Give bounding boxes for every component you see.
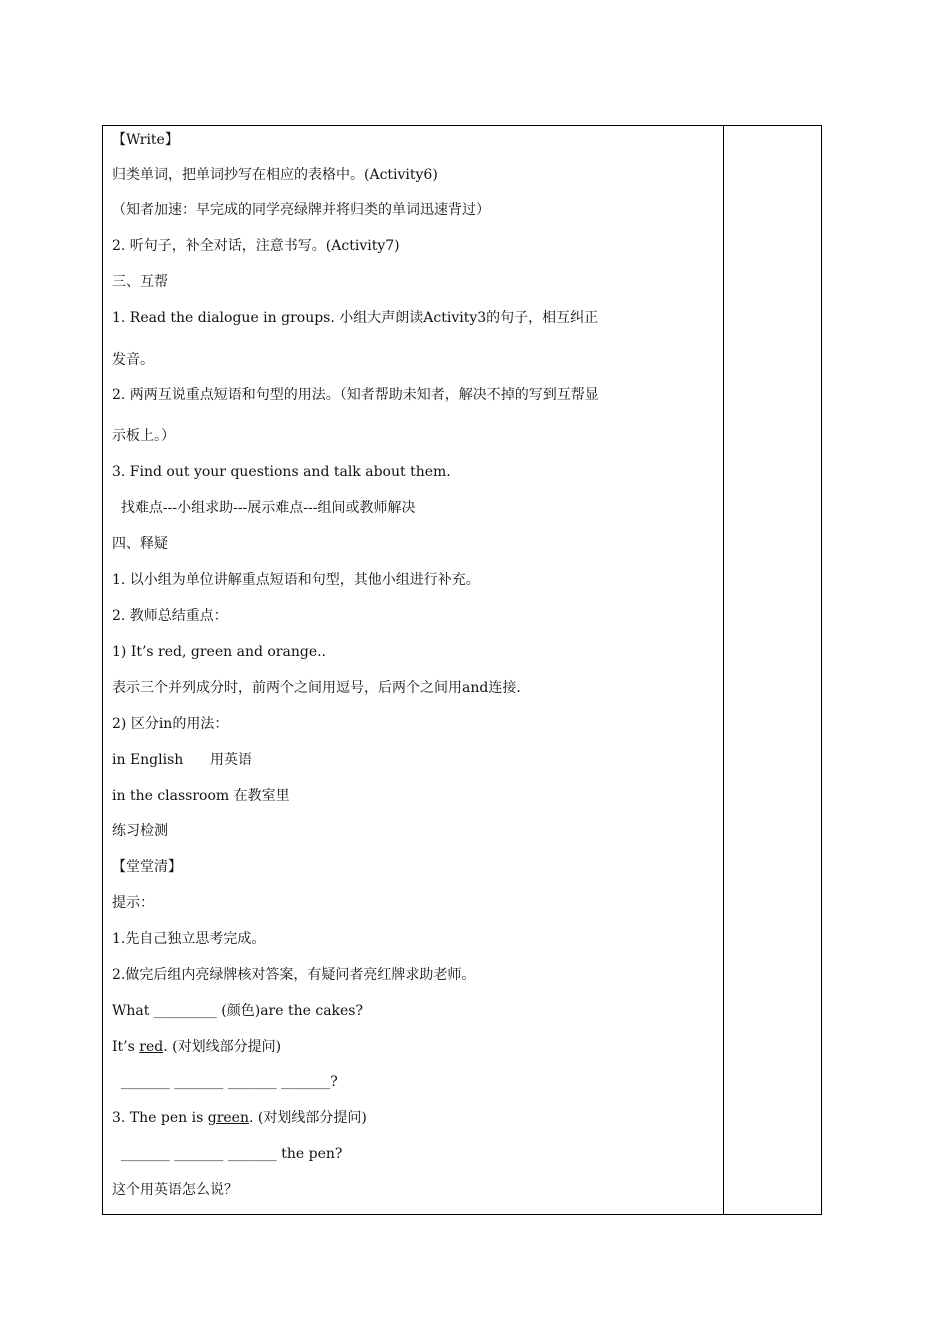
text-line: 归类单词，把单词抄写在相应的表格中。(Activity6) bbox=[112, 167, 438, 183]
text-line: in English 用英语 bbox=[112, 752, 252, 768]
exercise-line: What _________ (颜色)are the cakes? bbox=[112, 1003, 364, 1019]
text-line: （知者加速：早完成的同学亮绿牌并将归类的单词迅速背过） bbox=[112, 202, 490, 218]
text-line: 1) It’s red, green and orange.. bbox=[112, 644, 326, 660]
text-line: 2. 听句子，补全对话，注意书写。(Activity7) bbox=[112, 238, 400, 254]
answer-blanks: _______ _______ _______ the pen? bbox=[112, 1146, 343, 1162]
exercise-text: It’s bbox=[112, 1039, 140, 1055]
section-heading: 四、释疑 bbox=[112, 536, 168, 552]
text-line: 表示三个并列成分时，前两个之间用逗号，后两个之间用and连接. bbox=[112, 680, 521, 696]
section-write-heading: 【Write】 bbox=[112, 132, 179, 148]
text-line: 2. 教师总结重点： bbox=[112, 608, 228, 624]
section-heading: 三、互帮 bbox=[112, 274, 168, 290]
exercise-text: 3. The pen is bbox=[112, 1110, 208, 1126]
text-line: in the classroom 在教室里 bbox=[112, 788, 290, 804]
text-line: 2.做完后组内亮绿牌核对答案，有疑问者亮红牌求助老师。 bbox=[112, 967, 476, 983]
underlined-word: red bbox=[139, 1039, 164, 1055]
content-table bbox=[102, 125, 822, 1215]
exercise-text: . (对划线部分提问) bbox=[163, 1039, 282, 1055]
exercise-line bbox=[112, 1037, 281, 1057]
column-divider bbox=[723, 126, 724, 1214]
section-heading: 【堂堂清】 bbox=[112, 859, 182, 875]
text-line: 找难点---小组求助---展示难点---组间或教师解决 bbox=[112, 500, 416, 516]
text-line: 发音。 bbox=[112, 352, 154, 368]
text-line: 示板上。） bbox=[112, 428, 175, 444]
text-line: 2. 两两互说重点短语和句型的用法。（知者帮助未知者，解决不掉的写到互帮显 bbox=[112, 387, 599, 403]
text-line: 1.先自己独立思考完成。 bbox=[112, 931, 266, 947]
underlined-word: green bbox=[207, 1110, 249, 1126]
text-line: 1. 以小组为单位讲解重点短语和句型，其他小组进行补充。 bbox=[112, 572, 480, 588]
answer-blanks: _______ _______ _______ _______? bbox=[112, 1074, 338, 1090]
exercise-line bbox=[112, 1108, 367, 1128]
text-line: 3. Find out your questions and talk about them. bbox=[112, 464, 451, 480]
exercise-text: . (对划线部分提问) bbox=[248, 1110, 367, 1126]
text-line: 1. Read the dialogue in groups. 小组大声朗读Activity3的句子，相互纠正 bbox=[112, 310, 599, 326]
text-line: 这个用英语怎么说？ bbox=[112, 1182, 238, 1198]
text-line: 2) 区分in的用法： bbox=[112, 716, 229, 732]
section-heading: 练习检测 bbox=[112, 823, 168, 839]
text-line: 提示： bbox=[112, 895, 154, 911]
